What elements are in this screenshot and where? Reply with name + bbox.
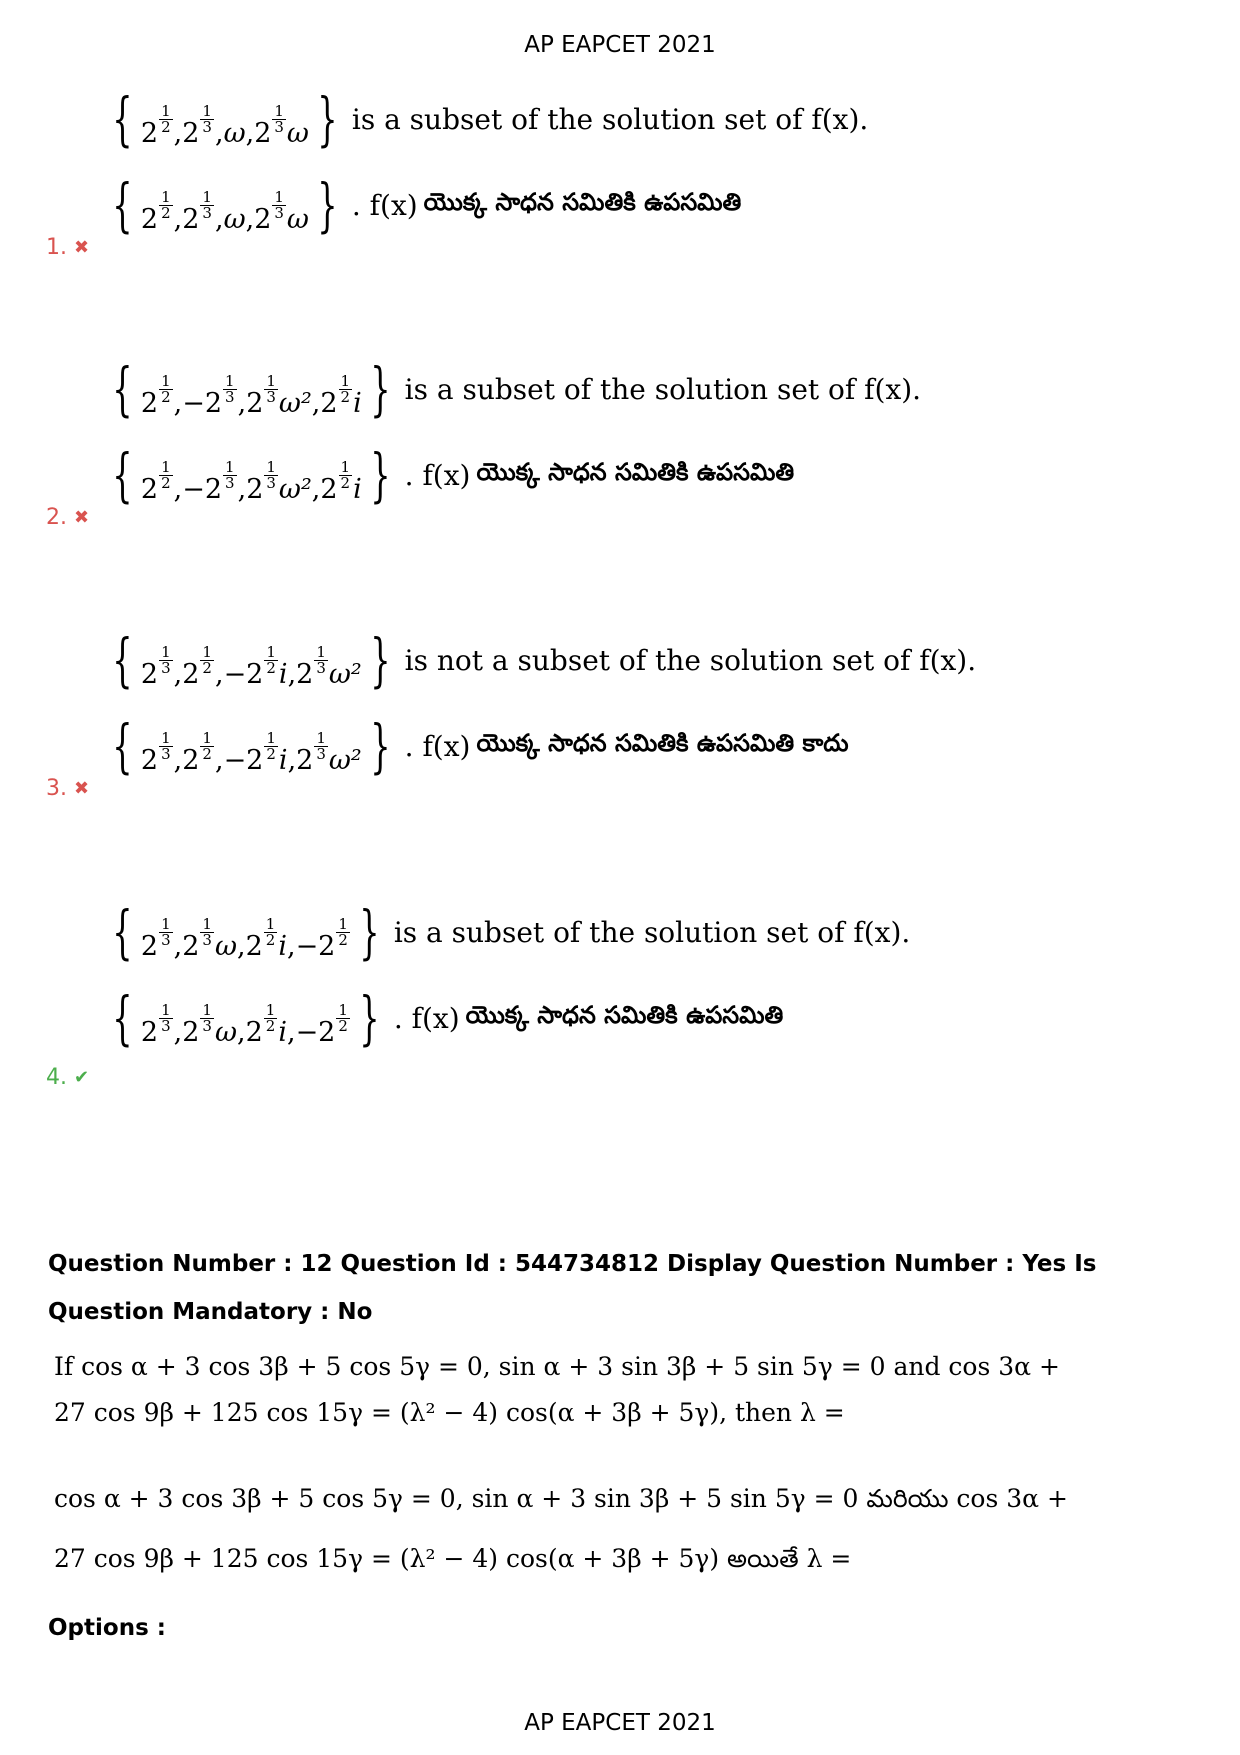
- solution-subset: [141, 903, 351, 962]
- element-base: 2: [182, 744, 200, 776]
- fraction-exponent: $\frac{1}{2}$: [338, 914, 348, 950]
- fraction-exponent: $\frac{1}{3}$: [266, 457, 276, 493]
- separator: ,: [214, 203, 224, 235]
- element-base: −2: [295, 1016, 336, 1048]
- element-base: 2: [246, 387, 264, 419]
- element-base: 2: [140, 744, 159, 776]
- separator: ,: [237, 1016, 246, 1048]
- separator: ,: [173, 744, 183, 776]
- fraction-exponent: $\frac{1}{3}$: [274, 101, 284, 137]
- close-brace: }: [370, 441, 391, 509]
- element-factor: i: [278, 658, 288, 690]
- separator: ,: [173, 387, 183, 419]
- option-telugu-statement: [104, 172, 741, 238]
- element-base: 2: [254, 117, 272, 149]
- close-brace: }: [370, 626, 391, 694]
- element-base: −2: [182, 387, 223, 419]
- separator: ,: [173, 203, 183, 235]
- options-label: Options :: [48, 1615, 166, 1641]
- separator: ,: [311, 387, 321, 419]
- set-element: [182, 457, 247, 505]
- question-english-line-1: If cos α + 3 cos 3β + 5 cos 5γ = 0, sin α + 3 sin 3β + 5 sin 5γ = 0 and cos 3α +: [54, 1352, 1060, 1381]
- fraction-exponent: $\frac{1}{3}$: [225, 371, 235, 407]
- open-brace: {: [112, 712, 133, 780]
- open-brace: {: [112, 85, 133, 153]
- option-telugu-statement: [104, 713, 849, 779]
- set-element: [254, 101, 309, 149]
- set-element: [140, 101, 183, 149]
- solution-subset: [141, 989, 351, 1048]
- option-english-statement: [104, 899, 910, 965]
- fraction-exponent: $\frac{1}{3}$: [266, 371, 276, 407]
- close-brace: }: [317, 85, 338, 153]
- separator: ,: [311, 473, 321, 505]
- element-base: ω: [223, 117, 246, 149]
- open-brace: {: [112, 441, 133, 509]
- element-base: 2: [245, 930, 263, 962]
- fraction-exponent: $\frac{1}{2}$: [161, 101, 171, 137]
- set-element: [245, 1000, 296, 1048]
- set-element: [296, 642, 362, 690]
- close-brace: }: [370, 355, 391, 423]
- element-factor: i: [278, 744, 288, 776]
- separator: ,: [287, 744, 297, 776]
- separator: ,: [245, 203, 255, 235]
- element-base: 2: [296, 744, 314, 776]
- set-element: [182, 728, 224, 776]
- separator: ,: [173, 1016, 183, 1048]
- element-base: 2: [140, 203, 159, 235]
- option-english-statement: [104, 356, 921, 422]
- element-base: 2: [140, 473, 159, 505]
- element-base: −2: [223, 658, 264, 690]
- separator: ,: [173, 658, 183, 690]
- fraction-exponent: $\frac{1}{2}$: [202, 728, 212, 764]
- element-base: 2: [140, 117, 159, 149]
- set-element: [182, 642, 224, 690]
- element-factor: i: [353, 473, 362, 505]
- element-factor: i: [278, 1016, 287, 1048]
- element-factor: i: [278, 930, 287, 962]
- solution-subset: [141, 360, 362, 419]
- separator: ,: [173, 930, 183, 962]
- set-element: [246, 371, 321, 419]
- option-english-text: is not a subset of the solution set of f(x).: [404, 643, 977, 677]
- set-element: [296, 728, 362, 776]
- option-number: 4.: [46, 1065, 67, 1090]
- set-element: [140, 457, 183, 505]
- separator: ,: [245, 117, 255, 149]
- element-factor: ω²: [328, 744, 362, 776]
- wrong-mark-icon: ✖: [74, 237, 90, 258]
- telugu-prefix: . f(x): [351, 188, 418, 222]
- fraction-exponent: $\frac{1}{3}$: [202, 101, 212, 137]
- separator: ,: [214, 658, 224, 690]
- correct-mark-icon: ✔: [74, 1067, 90, 1088]
- telugu-prefix: . f(x): [404, 458, 471, 492]
- fraction-exponent: $\frac{1}{3}$: [225, 457, 235, 493]
- element-base: 2: [182, 117, 200, 149]
- set-element: [320, 457, 362, 505]
- open-brace: {: [112, 171, 133, 239]
- option-telugu-statement: [104, 985, 783, 1051]
- fraction-exponent: $\frac{1}{3}$: [316, 642, 326, 678]
- element-base: −2: [295, 930, 336, 962]
- set-element: [182, 187, 224, 235]
- solution-subset: [141, 176, 309, 235]
- set-element: [140, 1000, 183, 1048]
- element-base: 2: [320, 473, 338, 505]
- set-element: [182, 914, 246, 962]
- fraction-exponent: $\frac{1}{2}$: [338, 1000, 348, 1036]
- page-header: AP EAPCET 2021: [524, 32, 716, 58]
- separator: ,: [286, 930, 296, 962]
- open-brace: {: [112, 898, 133, 966]
- element-factor: i: [353, 387, 362, 419]
- fraction-exponent: $\frac{1}{3}$: [161, 728, 171, 764]
- fraction-exponent: $\frac{1}{3}$: [202, 187, 212, 223]
- page-footer: AP EAPCET 2021: [524, 1710, 716, 1736]
- fraction-exponent: $\frac{1}{3}$: [161, 914, 171, 950]
- solution-subset: [141, 631, 362, 690]
- element-factor: ω²: [278, 387, 312, 419]
- set-element: [182, 101, 224, 149]
- element-factor: ω²: [278, 473, 312, 505]
- element-factor: ω: [286, 203, 309, 235]
- open-brace: {: [112, 626, 133, 694]
- element-base: −2: [182, 473, 223, 505]
- wrong-mark-icon: ✖: [74, 778, 90, 799]
- element-factor: ω²: [328, 658, 362, 690]
- fraction-exponent: $\frac{1}{3}$: [202, 914, 212, 950]
- close-brace: }: [370, 712, 391, 780]
- set-element: [182, 1000, 246, 1048]
- separator: ,: [287, 658, 297, 690]
- wrong-mark-icon: ✖: [74, 507, 90, 528]
- fraction-exponent: $\frac{1}{3}$: [202, 1000, 212, 1036]
- option-telugu-text: యొక్క సాధన సమితికి ఉపసమితి: [465, 1001, 784, 1029]
- element-base: 2: [140, 930, 159, 962]
- set-element: [140, 642, 183, 690]
- set-element: [223, 642, 297, 690]
- option-number: 2.: [46, 505, 67, 530]
- telugu-prefix: . f(x): [393, 1001, 460, 1035]
- fraction-exponent: $\frac{1}{2}$: [266, 642, 276, 678]
- question-telugu-line-2: 27 cos 9β + 125 cos 15γ = (λ² − 4) cos(α + 3β + 5γ) అయితే λ =: [54, 1544, 852, 1573]
- fraction-exponent: $\frac{1}{2}$: [340, 457, 351, 493]
- element-base: 2: [140, 658, 159, 690]
- fraction-exponent: $\frac{1}{2}$: [161, 371, 171, 407]
- open-brace: {: [112, 984, 133, 1052]
- solution-subset: [141, 446, 362, 505]
- set-element: [295, 914, 351, 962]
- set-element: [140, 914, 183, 962]
- fraction-exponent: $\frac{1}{2}$: [266, 728, 276, 764]
- option-telugu-text: యొక్క సాధన సమితికి ఉపసమితి: [476, 458, 795, 486]
- element-base: 2: [182, 1016, 200, 1048]
- option-number: 3.: [46, 776, 67, 801]
- element-factor: ω: [214, 1016, 237, 1048]
- element-base: 2: [140, 1016, 159, 1048]
- option-english-statement: [104, 627, 976, 693]
- set-element: [295, 1000, 351, 1048]
- close-brace: }: [359, 984, 380, 1052]
- separator: ,: [237, 473, 247, 505]
- element-factor: ω: [286, 117, 309, 149]
- fraction-exponent: $\frac{1}{2}$: [161, 457, 171, 493]
- fraction-exponent: $\frac{1}{3}$: [161, 642, 171, 678]
- element-base: 2: [245, 1016, 263, 1048]
- set-element: [246, 457, 321, 505]
- element-base: 2: [246, 473, 264, 505]
- set-element: [223, 728, 297, 776]
- close-brace: }: [359, 898, 380, 966]
- set-element: [224, 118, 255, 149]
- fraction-exponent: $\frac{1}{2}$: [161, 187, 171, 223]
- element-base: ω: [223, 203, 246, 235]
- set-element: [140, 371, 183, 419]
- option-english-text: is a subset of the solution set of f(x).: [404, 372, 922, 406]
- element-base: 2: [182, 658, 200, 690]
- set-element: [140, 728, 183, 776]
- telugu-prefix: . f(x): [404, 729, 471, 763]
- fraction-exponent: $\frac{1}{3}$: [161, 1000, 171, 1036]
- fraction-exponent: $\frac{1}{2}$: [265, 1000, 276, 1036]
- question-telugu-line-1: cos α + 3 cos 3β + 5 cos 5γ = 0, sin α + 3 sin 3β + 5 sin 5γ = 0 మరియు cos 3α +: [54, 1484, 1068, 1513]
- element-base: 2: [320, 387, 338, 419]
- separator: ,: [214, 744, 224, 776]
- set-element: [254, 187, 309, 235]
- set-element: [182, 371, 247, 419]
- fraction-exponent: $\frac{1}{2}$: [340, 371, 351, 407]
- option-english-text: is a subset of the solution set of f(x).: [393, 915, 911, 949]
- solution-subset: [141, 90, 309, 149]
- separator: ,: [237, 387, 247, 419]
- set-element: [245, 914, 296, 962]
- element-base: 2: [254, 203, 272, 235]
- fraction-exponent: $\frac{1}{3}$: [316, 728, 326, 764]
- separator: ,: [237, 930, 246, 962]
- question-english-line-2: 27 cos 9β + 125 cos 15γ = (λ² − 4) cos(α + 3β + 5γ), then λ =: [54, 1398, 845, 1427]
- element-base: 2: [182, 930, 200, 962]
- fraction-exponent: $\frac{1}{3}$: [274, 187, 284, 223]
- separator: ,: [173, 473, 183, 505]
- fraction-exponent: $\frac{1}{2}$: [265, 914, 276, 950]
- option-number: 1.: [46, 235, 67, 260]
- option-telugu-text: యొక్క సాధన సమితికి ఉపసమితి: [423, 188, 742, 216]
- question-metadata: Question Number : 12 Question Id : 544734812 Display Question Number : Yes Is Question Mandatory : No: [48, 1251, 1097, 1325]
- option-english-text: is a subset of the solution set of f(x).: [351, 102, 869, 136]
- solution-subset: [141, 717, 362, 776]
- option-english-statement: [104, 86, 868, 152]
- close-brace: }: [317, 171, 338, 239]
- element-base: −2: [223, 744, 264, 776]
- element-base: 2: [182, 203, 200, 235]
- element-base: 2: [296, 658, 314, 690]
- set-element: [224, 204, 255, 235]
- set-element: [320, 371, 362, 419]
- separator: ,: [173, 117, 183, 149]
- element-base: 2: [140, 387, 159, 419]
- separator: ,: [286, 1016, 296, 1048]
- fraction-exponent: $\frac{1}{2}$: [202, 642, 212, 678]
- option-telugu-text: యొక్క సాధన సమితికి ఉపసమితి కాదు: [476, 729, 849, 757]
- option-telugu-statement: [104, 442, 794, 508]
- set-element: [140, 187, 183, 235]
- open-brace: {: [112, 355, 133, 423]
- element-factor: ω: [214, 930, 237, 962]
- separator: ,: [214, 117, 224, 149]
